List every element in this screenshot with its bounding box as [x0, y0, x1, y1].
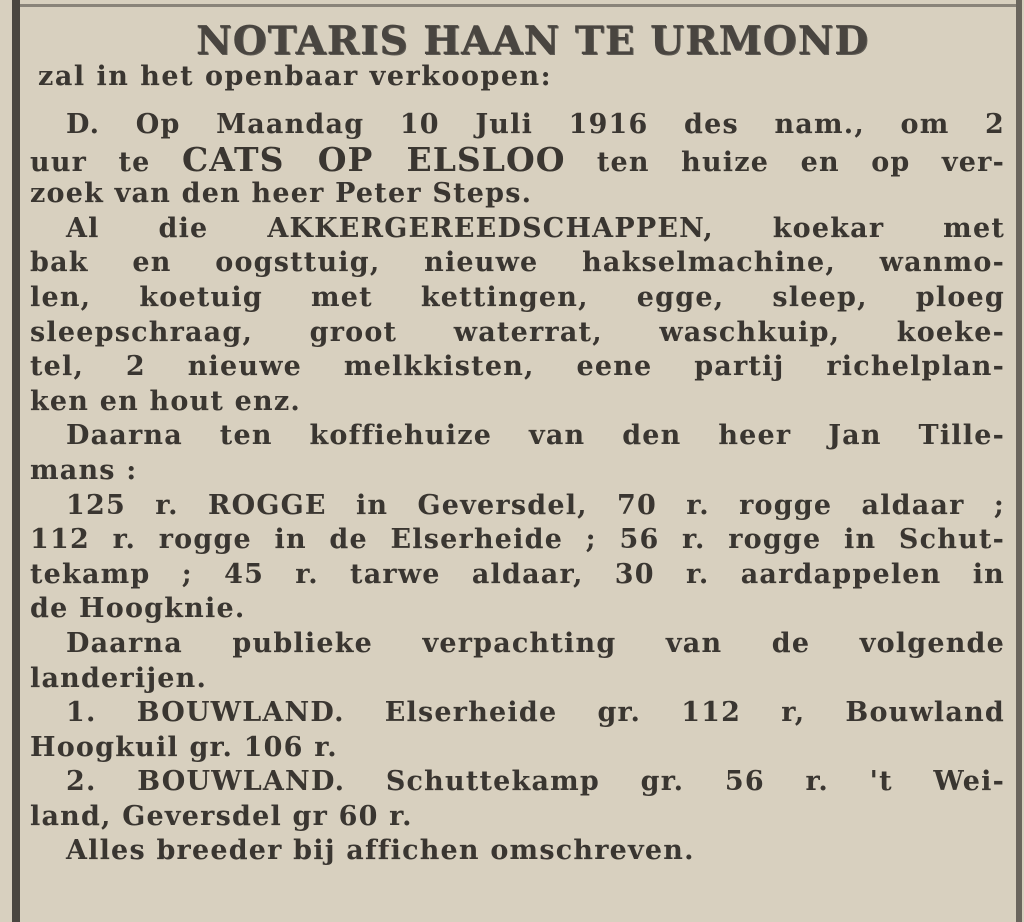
text-line: bak en oogsttuig, nieuwe hakselmachine, wanmo- — [30, 247, 1005, 279]
text-line: tekamp ; 45 r. tarwe aldaar, 30 r. aardappelen in — [30, 558, 1005, 590]
text-line: zoek van den heer Peter Steps. — [30, 178, 533, 210]
text-line — [30, 143, 1005, 178]
text-line: Alles breeder bij affichen omschreven. — [66, 835, 695, 867]
text-line: Al die AKKERGEREEDSCHAPPEN, koekar met — [66, 212, 1005, 244]
place-name: CATS OP ELSLOO — [181, 142, 566, 178]
text-line: D. Op Maandag 10 Juli 1916 des nam., om 2 — [66, 109, 1005, 140]
text-line: tel, 2 nieuwe melkkisten, eene partij richelplan- — [30, 351, 1005, 383]
text-line: de Hoogknie. — [30, 593, 246, 625]
text-line: Hoogkuil gr. 106 r. — [30, 731, 338, 763]
text-line: ken en hout enz. — [30, 385, 302, 417]
line-text-before: uur te — [30, 146, 182, 178]
top-border-rule — [20, 4, 1016, 7]
text-line: len, koetuig met kettingen, egge, sleep, ploeg — [30, 281, 1005, 313]
text-line: Daarna ten koffiehuize van den heer Jan Tille- — [66, 420, 1005, 452]
notice-subtitle: zal in het openbaar verkoopen: — [38, 61, 553, 92]
text-line: sleepschraag, groot waterrat, waschkuip, koeke- — [30, 316, 1005, 348]
text-line: 1. BOUWLAND. Elserheide gr. 112 r, Bouwland — [66, 697, 1005, 729]
right-border-rule — [1016, 0, 1022, 922]
text-line: land, Geversdel gr 60 r. — [30, 800, 413, 832]
text-line: 125 r. ROGGE in Geversdel, 70 r. rogge aldaar ; — [66, 489, 1005, 521]
text-line: 112 r. rogge in de Elserheide ; 56 r. rogge in Schut- — [30, 524, 1005, 556]
line-text-after: ten huize en op ver- — [565, 146, 1005, 178]
left-border-rule — [12, 0, 20, 922]
text-line: mans : — [30, 454, 138, 486]
notice-title: NOTARIS HAAN TE URMOND — [195, 18, 870, 64]
notice-body — [30, 18, 1005, 869]
text-line: Daarna publieke verpachting van de volgende — [66, 627, 1005, 659]
text-line: 2. BOUWLAND. Schuttekamp gr. 56 r. 't Wei- — [66, 766, 1005, 798]
text-line: landerijen. — [30, 662, 208, 694]
